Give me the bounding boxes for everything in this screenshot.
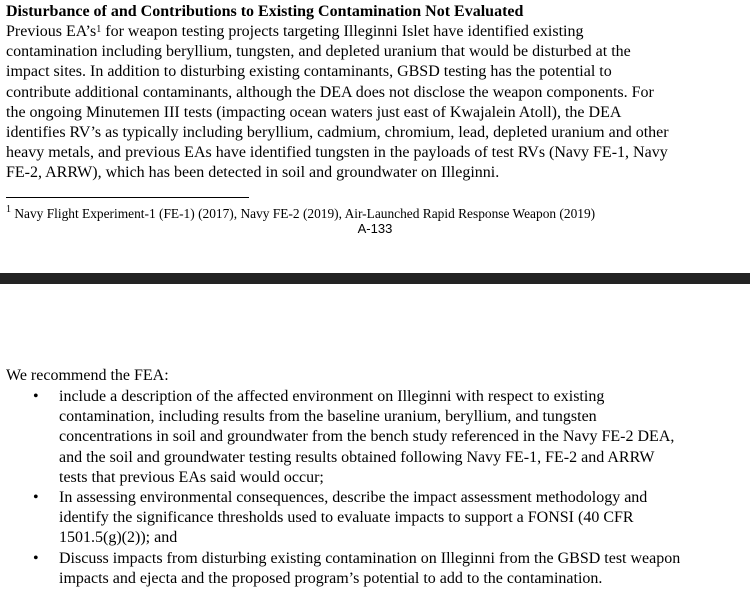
section-paragraph	[6, 22, 748, 184]
paragraph-line: heavy metals, and previous EAs have identified tungsten in the payloads of test RVs (Navy FE-1, Navy	[6, 144, 668, 162]
list-item-line: identify the significance thresholds used to evaluate impacts to support a FONSI (40 CFR	[59, 509, 634, 527]
paragraph-line: impact sites. In addition to disturbing existing contaminants, GBSD testing has the potential to	[6, 63, 612, 81]
recommendations-list	[0, 387, 680, 589]
list-item-line: and the soil and groundwater testing results obtained following Navy FE-1, FE-2 and ARRW	[59, 448, 655, 466]
document-page-top	[0, 0, 750, 272]
footnote-marker: 1	[6, 204, 11, 215]
paragraph-line: contribute additional contaminants, although the DEA does not disclose the weapon components. For	[6, 83, 654, 101]
footnote-text: Navy Flight Experiment-1 (FE-1) (2017), Navy FE-2 (2019), Air-Launched Rapid Response Weapon (2019)	[11, 206, 596, 221]
list-item	[0, 549, 680, 589]
list-item-line: Discuss impacts from disturbing existing contamination on Illeginni from the GBSD test weapon	[59, 549, 681, 567]
paragraph-line: contamination including beryllium, tungsten, and depleted uranium that would be disturbed at the	[6, 43, 631, 61]
list-item-line: In assessing environmental consequences, describe the impact assessment methodology and	[59, 489, 648, 507]
list-item-line: impacts and ejecta and the proposed program’s potential to add to the contamination.	[59, 569, 603, 587]
paragraph-line: the ongoing Minutemen III tests (impacting ocean waters just east of Kwajalein Atoll), the DEA	[6, 103, 622, 121]
paragraph-text: Previous EA’s	[6, 23, 97, 40]
footnote-divider	[6, 197, 249, 198]
footnote-reference: 1	[96, 24, 102, 35]
footnote	[6, 206, 595, 222]
bullet-icon: •	[33, 489, 39, 507]
bullet-icon: •	[33, 388, 39, 405]
page-break-band	[0, 273, 750, 284]
recommendations-intro: We recommend the FEA:	[6, 367, 169, 384]
paragraph-line: FE-2, ARRW), which has been detected in soil and groundwater on Illeginni.	[6, 164, 500, 182]
paragraph-line	[6, 22, 748, 42]
list-item-line: contamination, including results from the baseline uranium, beryllium, and tungsten	[59, 408, 597, 426]
list-item-line: 1501.5(g)(2)); and	[59, 529, 178, 547]
paragraph-text: for weapon testing projects targeting Illeginni Islet have identified existing	[101, 23, 584, 40]
bullet-icon: •	[33, 549, 39, 567]
list-item	[0, 488, 680, 549]
list-item-line: tests that previous EAs said would occur;	[59, 468, 324, 486]
page-number: A-133	[357, 221, 393, 236]
paragraph-line: identifies RV’s as typically including beryllium, cadmium, chromium, lead, depleted uranium and other	[6, 124, 669, 142]
section-heading: Disturbance of and Contributions to Existing Contamination Not Evaluated	[6, 3, 524, 20]
list-item	[0, 387, 680, 488]
list-item-line: concentrations in soil and groundwater from the bench study referenced in the Navy FE-2 DEA,	[59, 428, 675, 446]
list-item-line: include a description of the affected environment on Illeginni with respect to existing	[59, 388, 605, 405]
